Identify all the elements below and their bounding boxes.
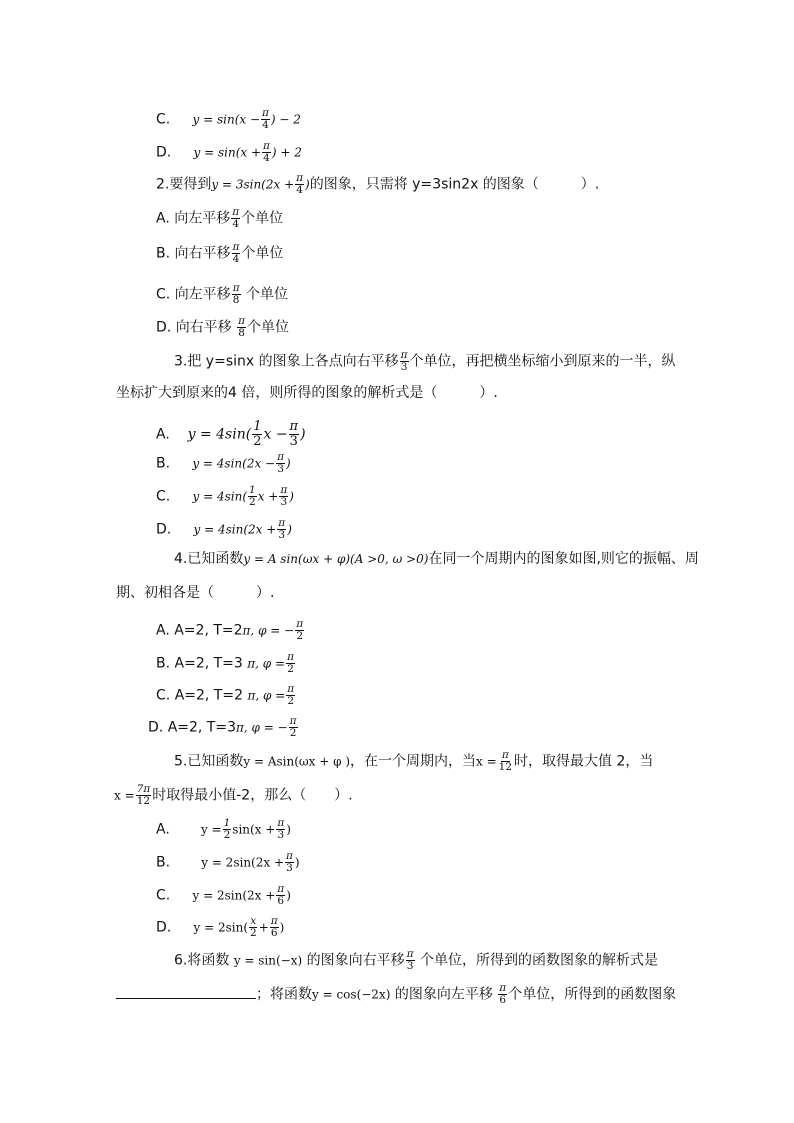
- q5-option-d: D. y = 2sin( $\frac{x}{2}$ + $\frac{\pi}{6}$ ): [156, 915, 285, 939]
- q4-stem-line1: 4.已知函数y = A sin(ωx + φ)(A >0, ω >0)在同一个周期内的图象如图,则它的振幅、周: [174, 551, 699, 567]
- q2-option-a: A. 向左平移 $\frac{\pi}{4}$ 个单位: [156, 206, 284, 230]
- q4-option-a: A. A=2, T=2π, φ = − $\frac{\pi}{2}$: [156, 618, 304, 642]
- q5-stem-line2: x = $\frac{7\pi}{12}$ 时取得最小值-2，那么（ ）.: [114, 783, 353, 807]
- q5-option-a: A. y = $\frac{1}{2}$ sin(x + $\frac{\pi}{3}$ ): [156, 817, 291, 841]
- q2-option-b: B. 向右平移 $\frac{\pi}{4}$ 个单位: [156, 241, 284, 265]
- q4-stem-line2: 期、初相各是（ ）.: [116, 585, 275, 601]
- q2-stem: 2.要得到y = 3sin(2x + $\frac{\pi}{4}$ )的图象，只需将 y=3sin2x 的图象（ ）.: [156, 172, 600, 196]
- answer-blank[interactable]: [116, 985, 256, 999]
- q3-option-a: A. y = 4sin( $\frac{1}{2}$ x − $\frac{\pi}{3}$ ): [156, 419, 306, 449]
- q5-stem-line1: 5.已知函数y = Asin(ωx + φ )，在一个周期内，当x = $\frac{\pi}{12}$ 时，取得最大值 2，当: [174, 749, 654, 773]
- q3-option-c: C. y = 4sin( $\frac{1}{2}$ x + $\frac{\pi}{3}$ ): [156, 484, 294, 508]
- q5-option-c: C. y = 2sin(2x + $\frac{\pi}{6}$ ): [156, 883, 291, 907]
- q6-stem-line2: ；将函数y = cos(−2x) 的图象向左平移 $\frac{\pi}{6}$ 个单位，所得到的函数图象: [116, 983, 676, 1006]
- q2-option-c: C. 向左平移 $\frac{\pi}{8}$ 个单位: [156, 282, 289, 306]
- q3-stem-line2: 坐标扩大到原来的4 倍，则所得的图象的解析式是（ ）.: [116, 385, 498, 401]
- q6-stem-line1: 6.将函数 y = sin(−x) 的图象向右平移 $\frac{\pi}{3}$ 个单位，所得到的函数图象的解析式是: [174, 948, 658, 972]
- q3-stem-line1: 3.把 y=sinx 的图象上各点向右平移 $\frac{\pi}{3}$ 个单位，再把横坐标缩小到原来的一半，纵: [174, 349, 676, 373]
- q1-option-d: D. y = sin(x + $\frac{\pi}{4}$ ) + 2: [156, 140, 302, 164]
- q2-option-d: D. 向右平移 $\frac{\pi}{8}$ 个单位: [156, 315, 290, 339]
- q3-option-b: B. y = 4sin(2x − $\frac{\pi}{3}$ ): [156, 451, 291, 475]
- q3-option-d: D. y = 4sin(2x + $\frac{\pi}{3}$ ): [156, 517, 292, 541]
- q4-option-c: C. A=2, T=2 π, φ = $\frac{\pi}{2}$: [156, 683, 295, 707]
- q1-option-c: C. y = sin(x − $\frac{\pi}{4}$ ) − 2: [156, 107, 301, 131]
- q4-option-b: B. A=2, T=3 π, φ = $\frac{\pi}{2}$: [156, 651, 294, 675]
- q4-option-d: D. A=2, T=3π, φ = − $\frac{\pi}{2}$: [148, 715, 297, 739]
- q5-option-b: B. y = 2sin(2x + $\frac{\pi}{3}$ ): [156, 850, 300, 874]
